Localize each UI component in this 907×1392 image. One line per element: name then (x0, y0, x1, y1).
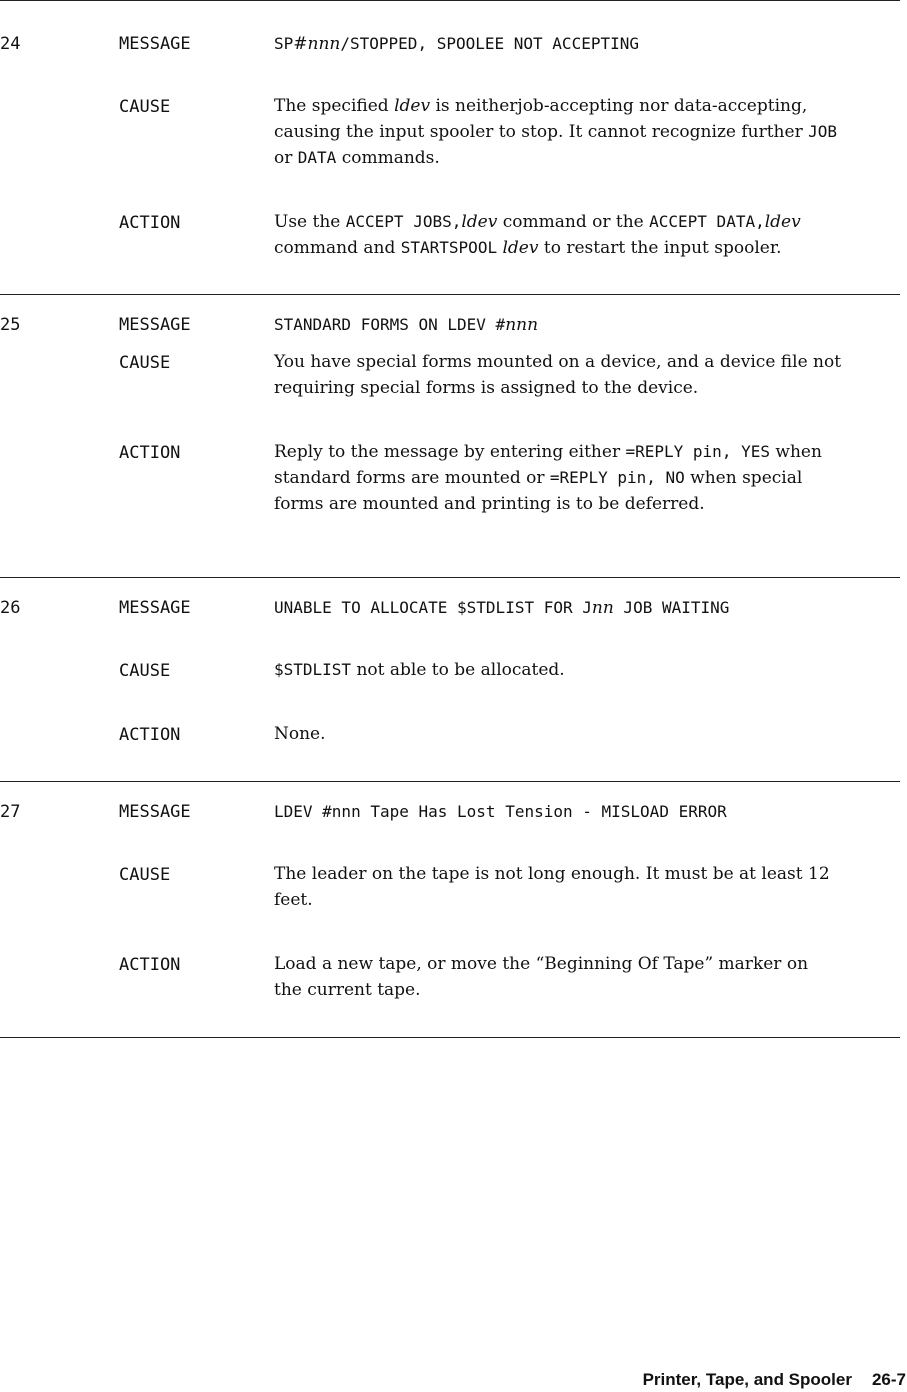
cause-label: CAUSE (119, 865, 171, 885)
cause-text: You have special forms mounted on a device, and a device file not requiring special forms is assigned to the device. (274, 352, 842, 398)
page-number: 26-7 (871, 1370, 906, 1389)
action-label: ACTION (119, 443, 181, 463)
divider-24-25 (0, 294, 900, 295)
message-label: MESSAGE (119, 802, 191, 822)
action-text: Load a new tape, or move the “Beginning Of Tape” marker on the current tape. (274, 954, 809, 1000)
action-text: Reply to the message by entering either =REPLY pin, YES when standard forms are mounted or =REPLY pin, NO when special forms are mounted and printing is to be deferred. (274, 442, 822, 514)
entry-number: 25 (0, 315, 21, 335)
message-label: MESSAGE (119, 315, 191, 335)
cause-label: CAUSE (119, 661, 171, 681)
message-text: LDEV #nnn Tape Has Lost Tension - MISLOAD ERROR (274, 802, 727, 821)
message-label: MESSAGE (119, 34, 191, 54)
action-label: ACTION (119, 213, 181, 233)
message-text: STANDARD FORMS ON LDEV #nnn (274, 315, 539, 335)
divider-top (0, 0, 900, 1)
entry-number: 24 (0, 34, 21, 54)
cause-text: The specified ldev is neitherjob-accepting nor data-accepting, causing the input spooler to stop. It cannot recognize further JOB or DATA commands. (274, 96, 838, 168)
action-label: ACTION (119, 725, 181, 745)
action-text: Use the ACCEPT JOBS,ldev command or the ACCEPT DATA,ldev command and STARTSPOOL ldev to restart the input spooler. (274, 212, 801, 258)
divider-25-26 (0, 577, 900, 578)
message-text: UNABLE TO ALLOCATE $STDLIST FOR Jnn JOB WAITING (274, 598, 730, 618)
entry-number: 26 (0, 598, 21, 618)
message-label: MESSAGE (119, 598, 191, 618)
divider-bottom (0, 1037, 900, 1038)
cause-label: CAUSE (119, 97, 171, 117)
cause-text: The leader on the tape is not long enough. It must be at least 12 feet. (274, 864, 830, 910)
action-label: ACTION (119, 955, 181, 975)
message-text: SP#nnn/STOPPED, SPOOLEE NOT ACCEPTING (274, 34, 639, 54)
cause-text: $STDLIST not able to be allocated. (274, 660, 565, 680)
divider-26-27 (0, 781, 900, 782)
action-text: None. (274, 724, 326, 744)
page-footer (643, 1370, 906, 1390)
cause-label: CAUSE (119, 353, 171, 373)
footer-section-title: Printer, Tape, and Spooler (642, 1370, 852, 1389)
entry-number: 27 (0, 802, 21, 822)
